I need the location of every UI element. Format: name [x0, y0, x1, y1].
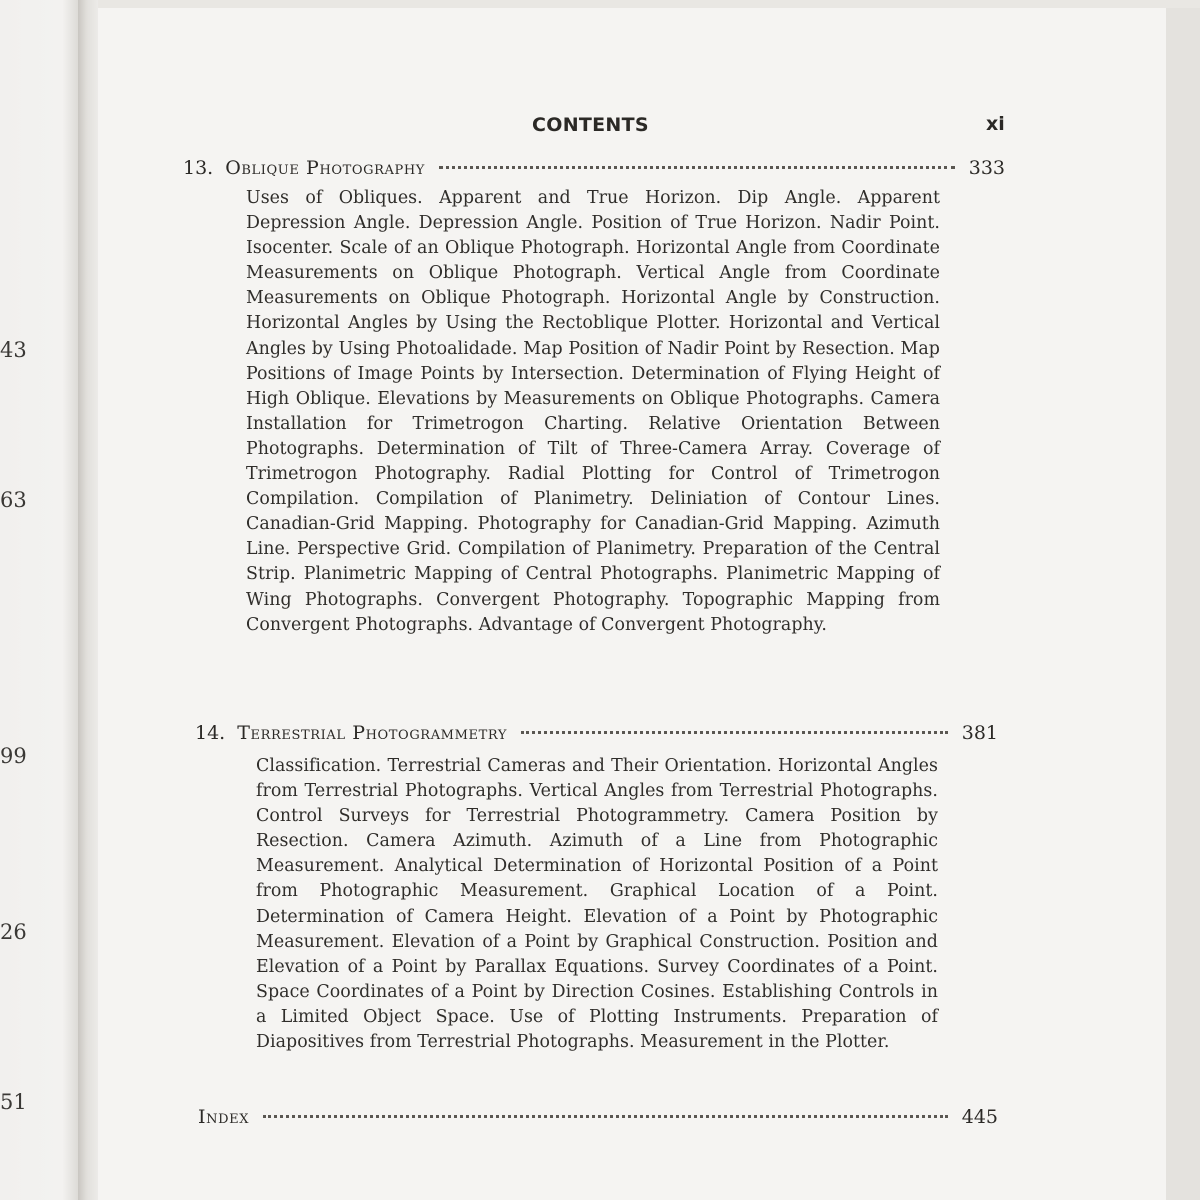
running-head-title: CONTENTS [532, 114, 649, 136]
facing-page-number: 51 [0, 1090, 27, 1114]
toc-entry-terrestrial-photogrammetry [195, 722, 998, 744]
chapter-topics: Classification. Terrestrial Cameras and Their Orientation. Horizontal Angles from Terrestrial Photographs. Vertical Angles from Terrestrial Photographs. Control Surveys for Terrestrial Photogrammetry. Camera Position by Resection. Camera Azimuth. Azimuth of a Line from Photographic Measurement. Analytical Determination of Horizontal Position of a Point from Photographic Measurement. Graphical Location of a Point. Determination of Camera Height. Elevation of a Point by Photographic Measurement. Elevation of a Point by Graphical Construction. Position and Elevation of a Point by Parallax Equations. Survey Coordinates of a Point. Space Coordinates of a Point by Direction Cosines. Establishing Controls in a Limited Object Space. Use of Plotting Instruments. Preparation of Diapositives from Terrestrial Photographs. Measurement in the Plotter. [256, 756, 938, 1053]
chapter-title: Oblique Photography [225, 157, 425, 179]
dot-leader [439, 166, 955, 169]
dot-leader [521, 731, 948, 734]
chapter-title: Terrestrial Photogrammetry [237, 722, 508, 744]
chapter-number: 14. [195, 722, 226, 744]
facing-page-number: 99 [0, 744, 27, 768]
chapter-topics: Uses of Obliques. Apparent and True Horizon. Dip Angle. Apparent Depression Angle. Depression Angle. Position of True Horizon. Nadir Point. Isocenter. Scale of an Oblique Photograph. Horizontal Angle from Coordinate Measurements on Oblique Photograph. Vertical Angle from Coordinate Measurements on Oblique Photograph. Horizontal Angle by Construction. Horizontal Angles by Using the Rectoblique Plotter. Horizontal and Vertical Angles by Using Photoalidade. Map Position of Nadir Point by Resection. Map Positions of Image Points by Intersection. Determination of Flying Height of High Oblique. Elevations by Measurements on Oblique Photographs. Camera Installation for Trimetrogon Charting. Relative Orientation Between Photographs. Determination of Tilt of Three-Camera Array. Coverage of Trimetrogon Photography. Radial Plotting for Control of Trimetrogon Compilation. Compilation of Planimetry. Deliniation of Contour Lines. Canadian-Grid Mapping. Photography for Canadian-Grid Mapping. Azimuth Line. Perspective Grid. Compilation of Planimetry. Preparation of the Central Strip. Planimetric Mapping of Central Photographs. Planimetric Mapping of Wing Photographs. Convergent Photography. Topographic Mapping from Convergent Photographs. Advantage of Convergent Photography. [246, 188, 940, 635]
index-title: Index [198, 1106, 250, 1128]
page-edge [1166, 8, 1200, 1200]
facing-page-number: 26 [0, 920, 27, 944]
facing-page-number: 43 [0, 338, 27, 362]
chapter-number: 13. [183, 157, 214, 179]
facing-page-number: 63 [0, 488, 27, 512]
chapter-page-number: 381 [961, 722, 998, 744]
facing-page [0, 0, 78, 1200]
chapter-page-number: 333 [968, 157, 1005, 179]
dot-leader [263, 1115, 948, 1118]
index-page-number: 445 [961, 1106, 998, 1128]
running-head-page-number: xi [986, 113, 1005, 135]
toc-entry-oblique-photography [183, 157, 1005, 179]
toc-entry-index [198, 1106, 998, 1128]
book-gutter [78, 0, 98, 1200]
